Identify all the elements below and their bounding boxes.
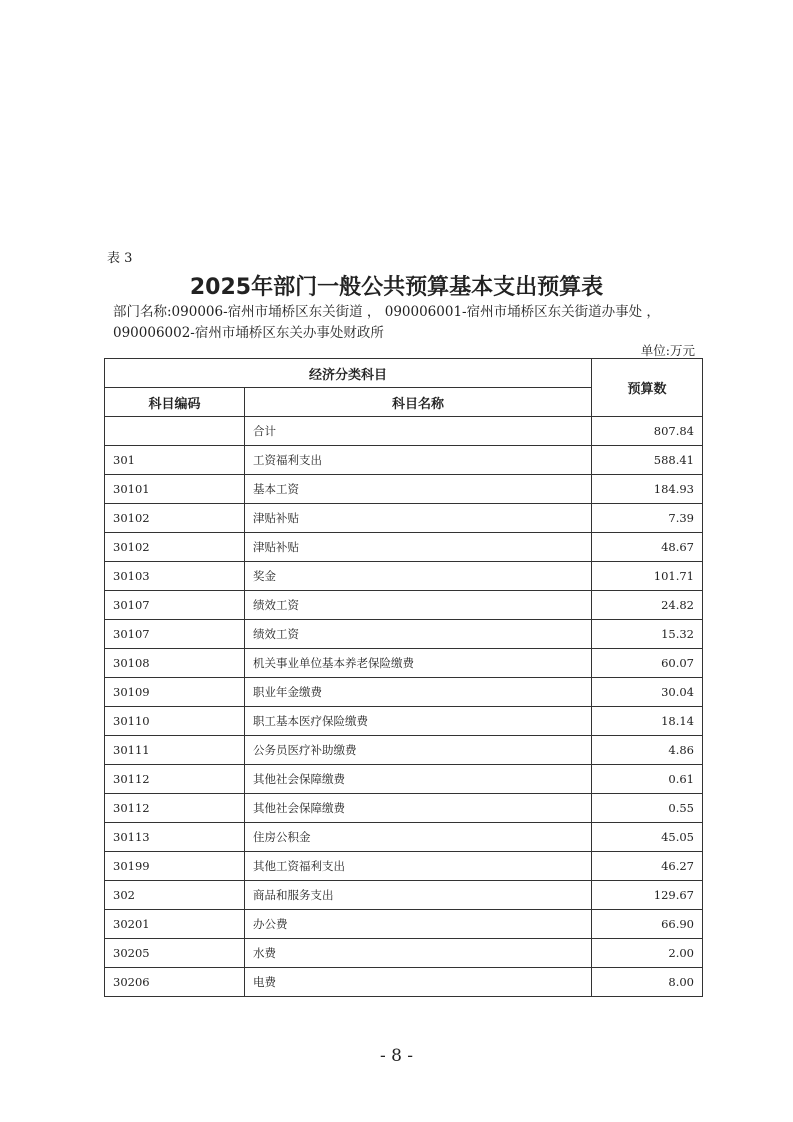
table-row bbox=[105, 446, 703, 475]
table-row bbox=[105, 939, 703, 968]
table-row bbox=[105, 968, 703, 997]
row-name: 津贴补贴 bbox=[245, 533, 592, 562]
department-line: 090006002-宿州市埇桥区东关办事处财政所 bbox=[113, 325, 384, 341]
row-amount: 18.14 bbox=[592, 707, 703, 736]
table-row bbox=[105, 504, 703, 533]
table-row bbox=[105, 562, 703, 591]
row-code: 30103 bbox=[105, 562, 245, 591]
row-code: 30101 bbox=[105, 475, 245, 504]
row-code: 30107 bbox=[105, 620, 245, 649]
row-name: 其他社会保障缴费 bbox=[245, 794, 592, 823]
row-code: 30102 bbox=[105, 533, 245, 562]
department-line: 部门名称:090006-宿州市埇桥区东关街道 ， 090006001-宿州市埇桥区东关街道办事处 ， bbox=[113, 304, 660, 320]
department-names bbox=[113, 302, 703, 344]
amount-header: 预算数 bbox=[592, 359, 703, 417]
row-name: 奖金 bbox=[245, 562, 592, 591]
row-name: 绩效工资 bbox=[245, 620, 592, 649]
row-amount: 0.61 bbox=[592, 765, 703, 794]
table-row bbox=[105, 591, 703, 620]
row-name: 住房公积金 bbox=[245, 823, 592, 852]
row-amount: 24.82 bbox=[592, 591, 703, 620]
row-code: 30111 bbox=[105, 736, 245, 765]
row-name: 基本工资 bbox=[245, 475, 592, 504]
row-name: 水费 bbox=[245, 939, 592, 968]
row-name: 其他工资福利支出 bbox=[245, 852, 592, 881]
row-code: 30112 bbox=[105, 794, 245, 823]
row-code: 30206 bbox=[105, 968, 245, 997]
row-amount: 129.67 bbox=[592, 881, 703, 910]
group-header: 经济分类科目 bbox=[105, 359, 592, 388]
row-amount: 7.39 bbox=[592, 504, 703, 533]
row-code: 30110 bbox=[105, 707, 245, 736]
row-code: 30199 bbox=[105, 852, 245, 881]
table-label: 表 3 bbox=[107, 251, 133, 266]
table-row bbox=[105, 649, 703, 678]
row-amount: 0.55 bbox=[592, 794, 703, 823]
row-amount: 46.27 bbox=[592, 852, 703, 881]
row-name: 公务员医疗补助缴费 bbox=[245, 736, 592, 765]
row-name: 职业年金缴费 bbox=[245, 678, 592, 707]
row-amount: 2.00 bbox=[592, 939, 703, 968]
table-row bbox=[105, 736, 703, 765]
unit-label: 单位:万元 bbox=[640, 343, 695, 358]
budget-table bbox=[104, 358, 703, 997]
row-code: 30205 bbox=[105, 939, 245, 968]
row-amount: 45.05 bbox=[592, 823, 703, 852]
row-name: 工资福利支出 bbox=[245, 446, 592, 475]
row-name: 机关事业单位基本养老保险缴费 bbox=[245, 649, 592, 678]
name-header: 科目名称 bbox=[245, 388, 592, 417]
row-amount: 4.86 bbox=[592, 736, 703, 765]
row-amount: 15.32 bbox=[592, 620, 703, 649]
page-title: 2025年部门一般公共预算基本支出预算表 bbox=[189, 275, 604, 300]
row-name: 其他社会保障缴费 bbox=[245, 765, 592, 794]
row-amount: 48.67 bbox=[592, 533, 703, 562]
row-amount: 66.90 bbox=[592, 910, 703, 939]
table-row bbox=[105, 794, 703, 823]
row-amount: 807.84 bbox=[592, 417, 703, 446]
row-code bbox=[105, 417, 245, 446]
table-row bbox=[105, 417, 703, 446]
table-row bbox=[105, 765, 703, 794]
table-row bbox=[105, 910, 703, 939]
row-name: 职工基本医疗保险缴费 bbox=[245, 707, 592, 736]
row-amount: 101.71 bbox=[592, 562, 703, 591]
table-row bbox=[105, 620, 703, 649]
row-name: 绩效工资 bbox=[245, 591, 592, 620]
row-amount: 30.04 bbox=[592, 678, 703, 707]
row-name: 办公费 bbox=[245, 910, 592, 939]
page-number: - 8 - bbox=[379, 1046, 414, 1066]
row-code: 30108 bbox=[105, 649, 245, 678]
row-code: 30113 bbox=[105, 823, 245, 852]
row-code: 30102 bbox=[105, 504, 245, 533]
row-amount: 8.00 bbox=[592, 968, 703, 997]
table-row bbox=[105, 475, 703, 504]
row-code: 30107 bbox=[105, 591, 245, 620]
row-name: 津贴补贴 bbox=[245, 504, 592, 533]
table-row bbox=[105, 881, 703, 910]
code-header: 科目编码 bbox=[105, 388, 245, 417]
table-row bbox=[105, 533, 703, 562]
row-code: 30109 bbox=[105, 678, 245, 707]
row-code: 30201 bbox=[105, 910, 245, 939]
row-name: 电费 bbox=[245, 968, 592, 997]
row-code: 301 bbox=[105, 446, 245, 475]
table-row bbox=[105, 852, 703, 881]
row-code: 302 bbox=[105, 881, 245, 910]
row-amount: 184.93 bbox=[592, 475, 703, 504]
table-row bbox=[105, 823, 703, 852]
row-amount: 588.41 bbox=[592, 446, 703, 475]
row-code: 30112 bbox=[105, 765, 245, 794]
row-amount: 60.07 bbox=[592, 649, 703, 678]
table-row bbox=[105, 707, 703, 736]
row-name: 商品和服务支出 bbox=[245, 881, 592, 910]
table-row bbox=[105, 678, 703, 707]
row-name: 合计 bbox=[245, 417, 592, 446]
